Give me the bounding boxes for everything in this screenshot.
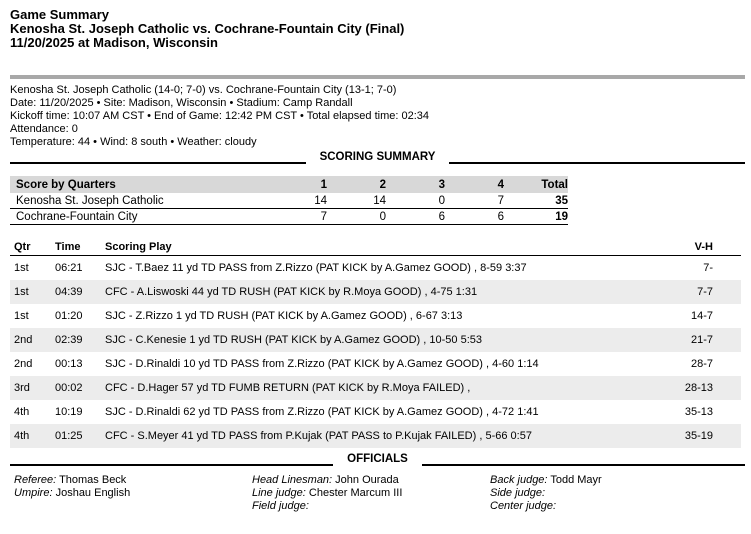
plays-header-play: Scoring Play [105, 240, 172, 253]
officials-column-1 [10, 474, 248, 513]
officials-label: OFFICIALS [347, 453, 408, 465]
official-referee [14, 474, 248, 487]
game-info-weather-line: Temperature: 44 • Wind: 8 south • Weather: cloudy [10, 136, 257, 148]
header-divider-bar [10, 75, 745, 79]
official-label: Umpire: [14, 487, 53, 499]
game-info-date-site-line: Date: 11/20/2025 • Site: Madison, Wisconsin • Stadium: Camp Randall [10, 97, 353, 109]
visitor-q1: 14 [314, 194, 327, 207]
play-qtr: 1st [14, 310, 29, 322]
home-team-name: Cochrane-Fountain City [16, 210, 138, 223]
play-time: 01:25 [55, 430, 83, 442]
visitor-team-name: Kenosha St. Joseph Catholic [16, 194, 164, 207]
visitor-q2: 14 [373, 194, 386, 207]
play-description: CFC - S.Meyer 41 yd TD PASS from P.Kujak (PAT PASS to P.Kujak FAILED) , 5-66 0:57 [105, 430, 532, 442]
official-line-judge [252, 487, 486, 500]
matchup-title: Kenosha St. Joseph Catholic vs. Cochrane-Fountain City (Final) [10, 21, 405, 36]
play-vh-score: 35-13 [684, 406, 713, 418]
official-label: Side judge: [490, 487, 546, 499]
official-value: Todd Mayr [550, 474, 602, 486]
plays-header-vh: V-H [694, 240, 713, 253]
play-qtr: 1st [14, 262, 29, 274]
date-location-line: 11/20/2025 at Madison, Wisconsin [10, 35, 218, 50]
official-value: Chester Marcum III [308, 487, 403, 499]
play-description: CFC - A.Liswoski 44 yd TD RUSH (PAT KICK by R.Moya GOOD) , 4-75 1:31 [105, 286, 478, 298]
official-center-judge [490, 500, 724, 513]
play-qtr: 1st [14, 286, 29, 298]
visitor-q4: 7 [497, 194, 504, 207]
home-q4: 6 [497, 210, 504, 223]
table-row-play-4 [10, 328, 741, 352]
quarters-table [10, 176, 568, 225]
home-q3: 6 [438, 210, 445, 223]
report-header [10, 8, 741, 50]
page-title: Game Summary [10, 7, 109, 22]
play-description: SJC - D.Rinaldi 10 yd TD PASS from Z.Rizzo (PAT KICK by A.Gamez GOOD) , 4-60 1:14 [105, 358, 539, 370]
play-time: 04:39 [55, 286, 83, 298]
visitor-q3: 0 [438, 194, 445, 207]
official-side-judge [490, 487, 724, 500]
official-value: Thomas Beck [59, 474, 127, 486]
quarters-header-total: Total [541, 178, 568, 191]
play-vh-score: 28-7 [690, 358, 713, 370]
table-row-visitor-score [10, 193, 568, 209]
home-q1: 7 [320, 210, 327, 223]
game-info-kickoff-line: Kickoff time: 10:07 AM CST • End of Game: 12:42 PM CST • Total elapsed time: 02:34 [10, 110, 429, 122]
play-qtr: 3rd [14, 382, 30, 394]
play-time: 00:02 [55, 382, 83, 394]
plays-header-qtr: Qtr [14, 240, 31, 253]
play-description: CFC - D.Hager 57 yd TD FUMB RETURN (PAT KICK by R.Moya FAILED) , [105, 382, 471, 394]
rule-left [10, 162, 306, 164]
play-vh-score: 28-13 [684, 382, 713, 394]
quarters-header-q3: 3 [438, 178, 445, 191]
official-head-linesman [252, 474, 486, 487]
table-row-play-6 [10, 376, 741, 400]
play-description: SJC - T.Baez 11 yd TD PASS from Z.Rizzo (PAT KICK by A.Gamez GOOD) , 8-59 3:37 [105, 262, 527, 274]
play-description: SJC - C.Kenesie 1 yd TD RUSH (PAT KICK by A.Gamez GOOD) , 10-50 5:53 [105, 334, 482, 346]
quarters-header-label: Score by Quarters [16, 178, 116, 191]
official-field-judge [252, 500, 486, 513]
quarters-header-row [10, 176, 568, 193]
officials-column-3 [486, 474, 724, 513]
official-label: Line judge: [252, 487, 306, 499]
table-row-play-7 [10, 400, 741, 424]
play-time: 01:20 [55, 310, 83, 322]
game-info-attendance-line: Attendance: 0 [10, 123, 78, 135]
home-q2: 0 [379, 210, 386, 223]
quarters-header-q2: 2 [379, 178, 386, 191]
play-vh-score: 14-7 [690, 310, 713, 322]
play-vh-score: 7-7 [697, 286, 713, 298]
play-qtr: 4th [14, 406, 30, 418]
quarters-header-q1: 1 [320, 178, 327, 191]
game-info-block [10, 84, 741, 149]
play-qtr: 2nd [14, 334, 33, 346]
scoring-summary-label: SCORING SUMMARY [319, 151, 436, 163]
scoring-summary-section-title [10, 151, 745, 164]
scoring-plays-table [10, 238, 741, 448]
play-time: 00:13 [55, 358, 83, 370]
play-qtr: 4th [14, 430, 30, 442]
table-row-home-score [10, 209, 568, 225]
officials-columns [10, 474, 741, 513]
officials-column-2 [248, 474, 486, 513]
table-row-play-1 [10, 256, 741, 280]
official-value: John Ourada [335, 474, 399, 486]
official-label: Center judge: [490, 500, 557, 512]
official-back-judge [490, 474, 724, 487]
table-row-play-8 [10, 424, 741, 448]
table-row-play-2 [10, 280, 741, 304]
table-row-play-5 [10, 352, 741, 376]
play-time: 06:21 [55, 262, 83, 274]
play-time: 10:19 [55, 406, 83, 418]
play-vh-score: 7- [703, 262, 713, 274]
official-label: Back judge: [490, 474, 548, 486]
officials-section-title [10, 453, 745, 466]
official-umpire [14, 487, 248, 500]
play-description: SJC - Z.Rizzo 1 yd TD RUSH (PAT KICK by A.Gamez GOOD) , 6-67 3:13 [105, 310, 463, 322]
play-qtr: 2nd [14, 358, 33, 370]
plays-header-row [10, 238, 741, 256]
official-label: Head Linesman: [252, 474, 333, 486]
official-label: Referee: [14, 474, 57, 486]
game-info-teams-line: Kenosha St. Joseph Catholic (14-0; 7-0) vs. Cochrane-Fountain City (13-1; 7-0) [10, 84, 397, 96]
official-value: Joshau English [55, 487, 131, 499]
visitor-total: 35 [555, 194, 568, 207]
play-vh-score: 21-7 [690, 334, 713, 346]
rule-right [422, 464, 745, 466]
play-description: SJC - D.Rinaldi 62 yd TD PASS from Z.Rizzo (PAT KICK by A.Gamez GOOD) , 4-72 1:41 [105, 406, 539, 418]
quarters-header-q4: 4 [497, 178, 504, 191]
play-time: 02:39 [55, 334, 83, 346]
plays-header-time: Time [55, 240, 81, 253]
rule-right [449, 162, 745, 164]
table-row-play-3 [10, 304, 741, 328]
play-vh-score: 35-19 [684, 430, 713, 442]
rule-left [10, 464, 333, 466]
home-total: 19 [555, 210, 568, 223]
official-label: Field judge: [252, 500, 309, 512]
